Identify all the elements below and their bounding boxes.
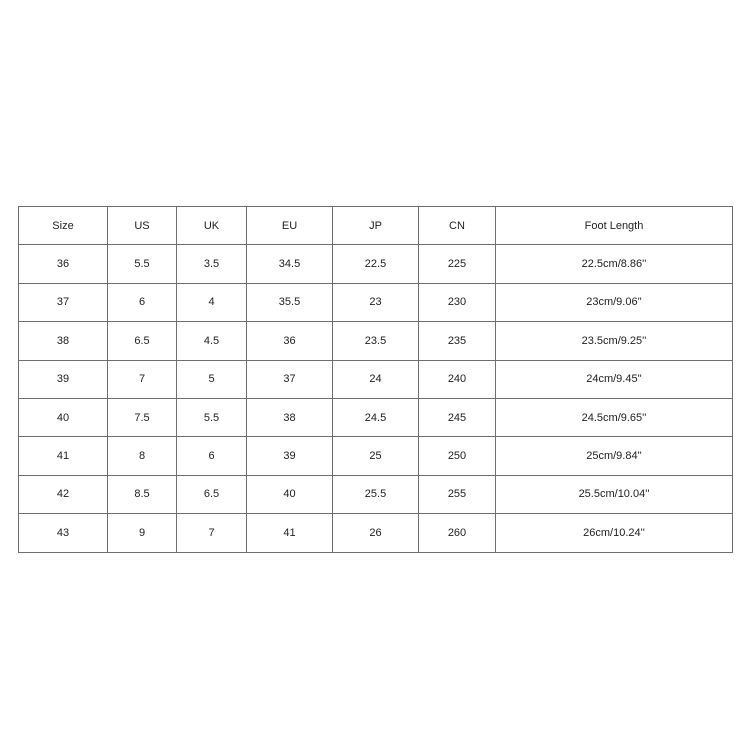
cell-eu: 37 <box>247 360 333 398</box>
table-row <box>19 360 733 398</box>
cell-uk: 4.5 <box>177 322 247 360</box>
cell-cn: 230 <box>419 283 496 321</box>
cell-us: 8 <box>108 437 177 475</box>
cell-uk: 3.5 <box>177 245 247 283</box>
cell-uk: 4 <box>177 283 247 321</box>
header-us: US <box>108 207 177 245</box>
cell-foot-length: 23.5cm/9.25'' <box>496 322 733 360</box>
table-header-row <box>19 207 733 245</box>
cell-uk: 6 <box>177 437 247 475</box>
cell-cn: 255 <box>419 475 496 513</box>
table-row <box>19 283 733 321</box>
table-row <box>19 437 733 475</box>
cell-us: 9 <box>108 514 177 552</box>
cell-foot-length: 25.5cm/10.04'' <box>496 475 733 513</box>
header-foot-length: Foot Length <box>496 207 733 245</box>
cell-cn: 260 <box>419 514 496 552</box>
cell-uk: 7 <box>177 514 247 552</box>
cell-uk: 6.5 <box>177 475 247 513</box>
cell-cn: 225 <box>419 245 496 283</box>
cell-jp: 24 <box>333 360 419 398</box>
cell-jp: 24.5 <box>333 398 419 436</box>
cell-foot-length: 26cm/10.24'' <box>496 514 733 552</box>
table-row <box>19 514 733 552</box>
cell-cn: 250 <box>419 437 496 475</box>
cell-eu: 38 <box>247 398 333 436</box>
cell-foot-length: 24cm/9.45'' <box>496 360 733 398</box>
header-jp: JP <box>333 207 419 245</box>
cell-eu: 41 <box>247 514 333 552</box>
table-row <box>19 245 733 283</box>
cell-cn: 245 <box>419 398 496 436</box>
cell-jp: 25.5 <box>333 475 419 513</box>
cell-foot-length: 24.5cm/9.65'' <box>496 398 733 436</box>
header-cn: CN <box>419 207 496 245</box>
cell-size: 38 <box>19 322 108 360</box>
cell-size: 43 <box>19 514 108 552</box>
cell-us: 5.5 <box>108 245 177 283</box>
cell-eu: 34.5 <box>247 245 333 283</box>
cell-jp: 23.5 <box>333 322 419 360</box>
cell-jp: 25 <box>333 437 419 475</box>
cell-foot-length: 22.5cm/8.86'' <box>496 245 733 283</box>
cell-size: 42 <box>19 475 108 513</box>
cell-uk: 5 <box>177 360 247 398</box>
cell-cn: 240 <box>419 360 496 398</box>
table-row <box>19 322 733 360</box>
cell-foot-length: 25cm/9.84'' <box>496 437 733 475</box>
cell-jp: 23 <box>333 283 419 321</box>
cell-foot-length: 23cm/9.06'' <box>496 283 733 321</box>
cell-size: 39 <box>19 360 108 398</box>
header-eu: EU <box>247 207 333 245</box>
table-row <box>19 475 733 513</box>
cell-size: 41 <box>19 437 108 475</box>
cell-us: 6.5 <box>108 322 177 360</box>
cell-eu: 40 <box>247 475 333 513</box>
cell-jp: 26 <box>333 514 419 552</box>
cell-us: 7 <box>108 360 177 398</box>
cell-eu: 35.5 <box>247 283 333 321</box>
cell-cn: 235 <box>419 322 496 360</box>
cell-us: 6 <box>108 283 177 321</box>
cell-uk: 5.5 <box>177 398 247 436</box>
cell-size: 36 <box>19 245 108 283</box>
cell-eu: 39 <box>247 437 333 475</box>
size-chart-table <box>18 206 733 553</box>
cell-jp: 22.5 <box>333 245 419 283</box>
cell-us: 8.5 <box>108 475 177 513</box>
cell-size: 40 <box>19 398 108 436</box>
table-row <box>19 398 733 436</box>
cell-eu: 36 <box>247 322 333 360</box>
header-size: Size <box>19 207 108 245</box>
cell-us: 7.5 <box>108 398 177 436</box>
header-uk: UK <box>177 207 247 245</box>
cell-size: 37 <box>19 283 108 321</box>
